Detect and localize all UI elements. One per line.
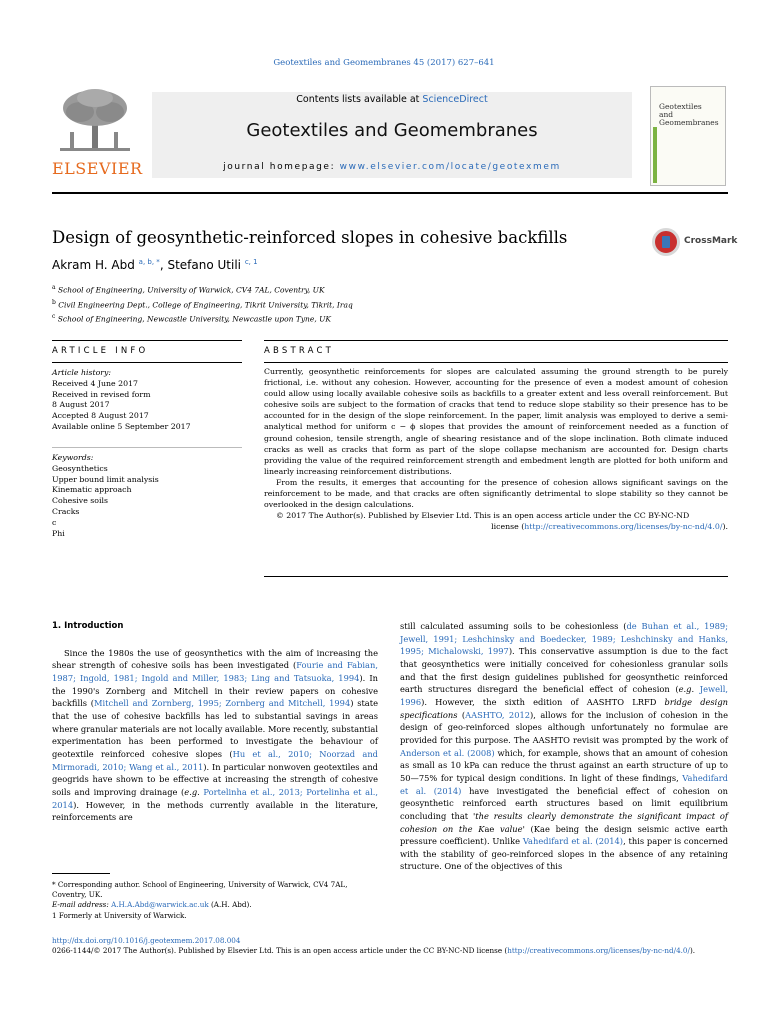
abstract-license: license (http://creativecommons.org/licenses/by-nc-nd/4.0/).	[491, 522, 728, 532]
italic-text: bridge design specifications	[400, 696, 728, 720]
text-run: being the design seismic active earth pressure coefficient). Unlike	[400, 823, 728, 847]
affiliation: $^b$ Civil Engineering Dept., College of Engineering, Tikrit University, Tikrit, Iraq	[52, 298, 353, 309]
homepage-prefix: journal homepage:	[223, 162, 340, 172]
italic-text: the results clearly demonstrate the significant impact of cohesion on the K	[400, 810, 728, 834]
email-link[interactable]: A.H.A.Abd@warwick.ac.uk	[111, 900, 209, 910]
citation-link[interactable]: Vahedifard et al. (2014)	[400, 772, 728, 796]
citation-link[interactable]: Mitchell and Zornberg, 1995; Zornberg and Mitchell, 1994	[94, 698, 351, 709]
author-separator: ,	[159, 258, 168, 272]
keyword: Upper bound limit analysis	[52, 474, 159, 484]
article-history	[52, 368, 242, 433]
history-line: Received 4 June 2017	[52, 378, 138, 388]
citation-link[interactable]: de Buhan et al., 1989; Jewell, 1991; Leshchinsky and Boedecker, 1989; Leshchinsky and Hanks, 1995; Michalowski, 1997	[400, 621, 729, 657]
crossmark-icon	[652, 228, 680, 256]
journal-homepage	[152, 162, 632, 172]
citation-link[interactable]: Jewell, 1996	[400, 684, 728, 707]
author-affil-marks[interactable]: c, 1	[244, 258, 258, 266]
keyword: Kinematic approach	[52, 485, 132, 495]
corresponding-author-note: * Corresponding author. School of Engineering, University of Warwick, CV4 7AL, Coventry, UK.	[52, 880, 348, 900]
license-statement: 0266-1144/© 2017 The Author(s). Published by Elsevier Ltd. This is an open access article under the CC BY-NC-ND license (http://creativecommons.org/licenses/by-nc-nd/4.0/).	[52, 946, 696, 956]
citation-link[interactable]: AASHTO, 2012	[465, 709, 531, 720]
keyword: Geosynthetics	[52, 463, 108, 473]
doi-link[interactable]: http://dx.doi.org/10.1016/j.geotexmem.2017.08.004	[52, 936, 241, 945]
journal-cover[interactable]	[650, 86, 726, 186]
keywords-label: Keywords:	[52, 453, 94, 462]
text-run: , this paper is concerned with the stability of geo-reinforced slopes in the absence of any retaining structure. One of the objectives of this	[400, 836, 728, 872]
text-run: ). However, in the methods currently available in the literature, reinforcements are	[52, 799, 378, 823]
cover-stripe	[653, 127, 657, 183]
text-run: ). However, the sixth edition of AASHTO LRFD	[421, 696, 665, 707]
page-footer	[52, 936, 728, 956]
divider	[264, 362, 728, 363]
text-run: ' (K	[522, 823, 540, 834]
body-paragraph	[400, 620, 728, 873]
affiliations	[52, 282, 353, 326]
keyword: Cracks	[52, 506, 80, 516]
sciencedirect-link[interactable]: ScienceDirect	[422, 94, 488, 105]
footnote: 1 Formerly at University of Warwick.	[52, 910, 187, 920]
abstract-paragraph: Currently, geosynthetic reinforcements for slopes are calculated assuming the ground strength to be purely frictional, i.e. without any cohesion. However, accounting for the presence of even a modest amount of cohesion could allow using locally available cohesive soils as backfills to a greater extent and less overall reinforcement. But cohesive soils are subject to the formation of cracks that tend to reduce slope stability so their presence has to be accounted for in the design of the slope reinforcement. In the paper, limit analysis was employed to derive a semi-analytical method for uniform c − ϕ slopes that provides the amount of reinforcement needed as a function of ground cohesion, tensile strength, angle of shearing resistance and of the slope inclination. Both climate induced cracks as well as cracks that form as part of the slope collapse mechanism are accounted for. Design charts providing the value of the required reinforcement strength and embedment length are plotted for both uniform and linearly increasing reinforcement distributions.	[264, 367, 728, 476]
body-column-left	[52, 620, 378, 824]
contents-line	[152, 94, 632, 105]
body-column-right	[400, 620, 728, 873]
homepage-link[interactable]: www.elsevier.com/locate/geotexmem	[339, 162, 561, 172]
text-run: still calculated assuming soils to be cohesionless (	[400, 621, 627, 631]
abstract-paragraph: From the results, it emerges that accounting for the presence of cohesion allows significant savings on the reinforcement to be made, and that cracks are often significantly detrimental to slope stability so they cannot be overlooked in the design calculations.	[264, 477, 728, 510]
history-line: Accepted 8 August 2017	[52, 411, 149, 421]
italic-text: value	[494, 823, 523, 834]
affiliation: $^a$ School of Engineering, University of Warwick, CV4 7AL, Coventry, UK	[52, 284, 325, 295]
license-link[interactable]: http://creativecommons.org/licenses/by-nc-nd/4.0/	[524, 522, 723, 532]
footnotes	[52, 880, 378, 921]
keyword: c	[52, 517, 57, 527]
cover-title: Geotextiles and Geomembranes	[659, 102, 719, 127]
text-run: ). In particular nonwoven geotextiles and geogrids have shown to be effective at increasing the strength of cohesive soils and improving drainage (	[52, 761, 378, 797]
footnote-rule	[52, 873, 110, 874]
journal-name: Geotextiles and Geomembranes	[246, 120, 538, 141]
keyword: Cohesive soils	[52, 496, 108, 506]
keyword: Phi	[52, 528, 65, 538]
crossmark-label: CrossMark	[684, 236, 738, 246]
text-run: ). This conservative assumption is due to the fact that geosynthetics were initially conceived for cohesionless granular soils and that the first design guidelines published for geosynthetic reinforced earth structures disregard the beneficial effect of cohesion (	[400, 646, 728, 695]
tree-icon	[56, 86, 134, 156]
text-run: which, for example, shows that an amount of cohesion as small as 10 kPa can reduce the thrust against an earth structure of up to 50—75% for typical design conditions. In light of these findings,	[400, 747, 728, 783]
body-paragraph	[52, 647, 378, 824]
abstract-body	[264, 366, 728, 532]
abstract-copyright: © 2017 The Author(s). Published by Elsevier Ltd. This is an open access article under the CC BY-NC-ND	[276, 511, 690, 521]
author-list	[52, 258, 258, 272]
author-name[interactable]: Akram H. Abd	[52, 258, 135, 272]
italic-text: e.g.	[184, 786, 200, 797]
history-line: Received in revised form	[52, 389, 151, 399]
article-title: Design of geosynthetic-reinforced slopes in cohesive backfills	[52, 228, 568, 247]
divider	[52, 340, 242, 341]
elsevier-logo[interactable]	[52, 84, 143, 184]
history-line: Available online 5 September 2017	[52, 421, 191, 431]
author-name[interactable]: Stefano Utili	[167, 258, 241, 272]
journal-banner	[152, 92, 632, 178]
article-info-heading: ARTICLE INFO	[52, 346, 149, 356]
abstract-heading: ABSTRACT	[264, 346, 335, 356]
journal-citation[interactable]: Geotextiles and Geomembranes 45 (2017) 627–641	[273, 58, 495, 68]
citation-link[interactable]: Vahedifard et al. (2014)	[522, 836, 624, 847]
keywords	[52, 453, 242, 539]
divider	[264, 576, 728, 577]
text-run: ae	[484, 823, 495, 834]
divider	[52, 362, 242, 363]
text-run: ) state that the use of cohesive backfills has led to substantial savings in areas where granular materials are not locally available. More recently, substantial experimentation has been performed to investigate the behaviour of geotextile reinforced cohesive slopes (	[52, 698, 378, 759]
divider	[264, 340, 728, 341]
text-run: ). In the 1990's Zornberg and Mitchell in their review papers on cohesive backfills (	[52, 672, 378, 709]
publisher-name: ELSEVIER	[52, 159, 143, 178]
citation-link[interactable]: Portelinha et al., 2013; Portelinha et al., 2014	[52, 786, 379, 810]
citation-link[interactable]: Hu et al., 2010; Noorzad and Mirmoradi, 2010; Wang et al., 2011	[52, 748, 378, 772]
text-run: (	[457, 709, 466, 720]
history-line: 8 August 2017	[52, 400, 110, 410]
text-run: ae	[540, 823, 550, 834]
italic-text: e.g.	[678, 684, 695, 695]
text-run: Since the 1980s the use of geosynthetics with the aim of increasing the shear strength of cohesive soils has been investigated (	[52, 647, 378, 671]
contents-prefix: Contents lists available at	[296, 94, 423, 105]
masthead	[52, 84, 728, 188]
history-label: Article history:	[52, 368, 112, 377]
citation-link[interactable]: Fourie and Fabian, 1987; Ingold, 1981; Ingold and Miller, 1983; Ling and Tatsuoka, 1994	[52, 660, 378, 683]
affiliation: $^c$ School of Engineering, Newcastle University, Newcastle upon Tyne, UK	[52, 313, 332, 324]
email-note: E-mail address: A.H.A.Abd@warwick.ac.uk (A.H. Abd).	[52, 900, 252, 910]
crossmark-button[interactable]	[652, 228, 742, 258]
divider	[52, 447, 242, 448]
author-affil-marks[interactable]: a, b, *	[138, 258, 160, 266]
license-link[interactable]: http://creativecommons.org/licenses/by-nc-nd/4.0/	[507, 946, 690, 956]
citation-link[interactable]: Anderson et al. (2008)	[400, 747, 495, 758]
masthead-rule	[52, 192, 728, 194]
section-heading: 1. Introduction	[52, 621, 124, 631]
text-run: ), allows for the inclusion of cohesion in the design of geo-reinforced slopes although unfortunately no formulae are provided for this purpose. The AASHTO revisit was prompted by the work of	[400, 709, 728, 745]
text-run: have investigated the beneficial effect of cohesion on geosynthetic reinforced earth structures based on limit equilibrium concluding that '	[400, 785, 728, 821]
